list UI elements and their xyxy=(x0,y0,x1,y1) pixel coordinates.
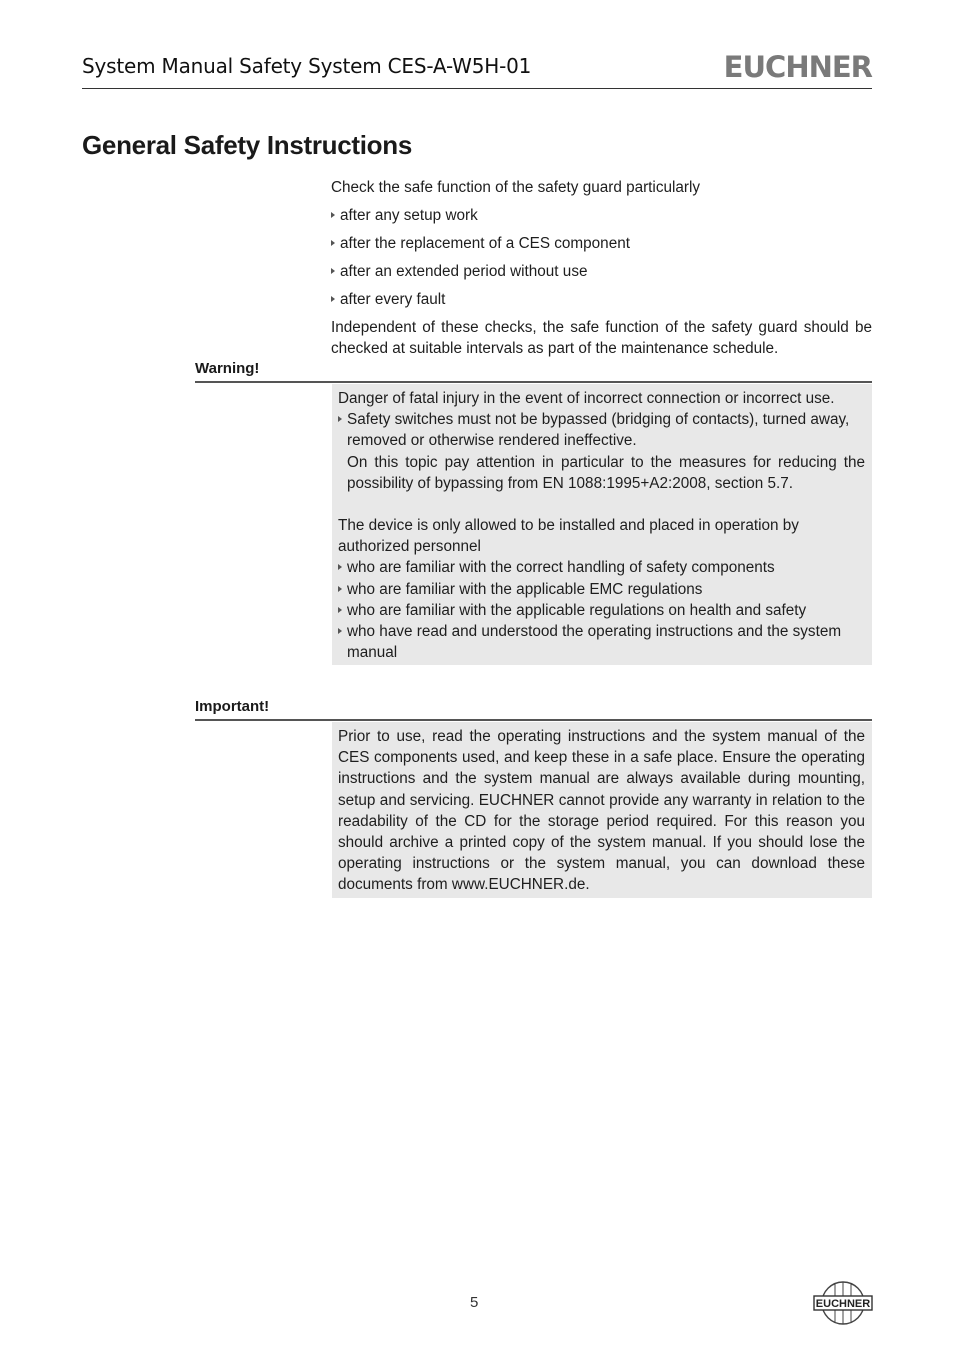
list-item xyxy=(331,261,872,282)
bullet-triangle-icon xyxy=(331,240,335,246)
bullet-triangle-icon xyxy=(338,564,342,570)
list-item xyxy=(331,205,872,226)
warning-personnel-lead: The device is only allowed to be installed and placed in operation by authorized personnel xyxy=(338,517,799,556)
list-item-text: who are familiar with the applicable EMC regulations xyxy=(347,580,703,598)
warning-bypass-note: On this topic pay attention in particular to the measures for reducing the possibility of bypassing from EN 1088:1995+A2:2008, section 5.7. xyxy=(347,453,865,492)
list-item xyxy=(338,409,865,451)
euchner-logo: EUCHNER xyxy=(723,50,872,84)
warning-box xyxy=(332,384,872,665)
list-item xyxy=(338,557,865,578)
bullet-triangle-icon xyxy=(338,416,342,422)
intro-section xyxy=(331,177,872,359)
page-number: 5 xyxy=(470,1294,479,1311)
important-label: Important! xyxy=(195,698,270,715)
bullet-triangle-icon xyxy=(338,586,342,592)
list-item-text: after any setup work xyxy=(340,207,478,224)
list-item-text: Safety switches must not be bypassed (bridging of contacts), turned away, removed or otherwise rendered ineffective. xyxy=(347,411,850,450)
bullet-triangle-icon xyxy=(331,268,335,274)
warning-label: Warning! xyxy=(195,360,260,377)
list-item-text: who are familiar with the correct handling of safety components xyxy=(347,559,775,577)
intro-lead: Check the safe function of the safety guard particularly xyxy=(331,179,701,196)
intro-closing: Independent of these checks, the safe function of the safety guard should be checked at suitable intervals as part of the maintenance schedule. xyxy=(331,319,872,357)
warning-divider xyxy=(195,381,872,383)
list-item-text: who are familiar with the applicable regulations on health and safety xyxy=(347,601,807,619)
list-item-text: after an extended period without use xyxy=(340,263,588,280)
header-divider xyxy=(82,88,872,89)
spacer xyxy=(338,494,865,515)
list-item-text: who have read and understood the operating instructions and the system manual xyxy=(347,623,842,662)
list-item xyxy=(331,233,872,254)
list-item xyxy=(338,621,865,663)
important-divider xyxy=(195,719,872,721)
list-item xyxy=(338,579,865,600)
document-header-title: System Manual Safety System CES-A-W5H-01 xyxy=(82,54,532,78)
important-box xyxy=(332,722,872,898)
list-item-text: after the replacement of a CES component xyxy=(340,235,630,252)
important-text: Prior to use, read the operating instructions and the system manual of the CES components used, and keep these in a safe place. Ensure the operating instructions and the system manual are always available during mounting, setup and servicing. EUCHNER cannot provide any warranty in relation to the readability of the CD for the storage period required. For this reason you should archive a printed copy of the system manual. If you should lose the operating instructions or the system manual, you can download these documents from www.EUCHNER.de. xyxy=(338,728,865,894)
bullet-triangle-icon xyxy=(338,607,342,613)
warning-danger-text: Danger of fatal injury in the event of incorrect connection or incorrect use. xyxy=(338,390,835,407)
bullet-triangle-icon xyxy=(331,212,335,218)
list-item-text: after every fault xyxy=(340,291,446,308)
euchner-seal-icon xyxy=(813,1280,873,1326)
list-item xyxy=(338,600,865,621)
list-item xyxy=(331,289,872,310)
bullet-triangle-icon xyxy=(331,296,335,302)
bullet-triangle-icon xyxy=(338,628,342,634)
seal-logo-text: EUCHNER xyxy=(815,1298,871,1310)
page-title: General Safety Instructions xyxy=(82,130,413,160)
